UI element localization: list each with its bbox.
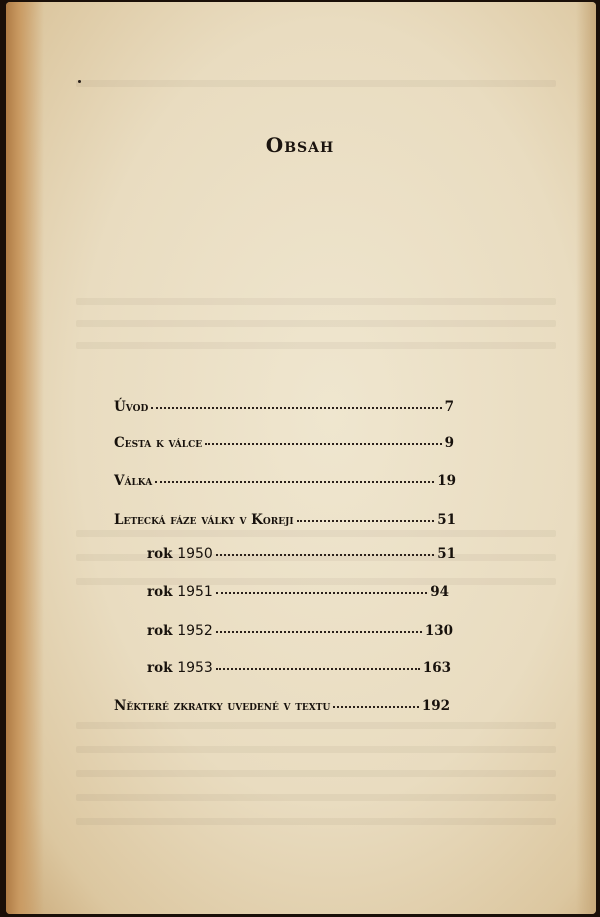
leader-dots	[216, 658, 420, 670]
toc-prefix: rok	[147, 584, 173, 600]
toc-entry-label	[147, 546, 213, 562]
toc-entry-label: Cesta k válce	[114, 435, 203, 451]
toc-page-number: 94	[430, 584, 449, 600]
toc-entry-label	[147, 660, 213, 676]
toc-prefix: rok	[147, 660, 173, 676]
toc-page-number: 9	[444, 435, 454, 451]
leader-dots	[155, 471, 434, 483]
toc-page-number: 19	[437, 473, 456, 489]
leader-dots	[216, 544, 434, 556]
page-title: Obsah	[265, 133, 335, 157]
toc-entry-uvod[interactable]	[114, 399, 454, 419]
leader-dots	[216, 621, 422, 633]
leader-dots	[333, 696, 419, 708]
toc-entry-valka[interactable]	[114, 473, 456, 493]
toc-entry-label: Letecká fáze války v Koreji	[114, 512, 294, 528]
toc-page-number: 7	[444, 399, 454, 415]
toc-prefix: rok	[147, 546, 173, 562]
toc-entry-letecka-faze[interactable]	[114, 512, 456, 532]
toc-page-number: 163	[422, 660, 451, 676]
toc-entry-label: Některé zkratky uvedené v textu	[114, 698, 331, 714]
toc-entry-label	[147, 623, 213, 639]
toc-year: 1951	[177, 584, 213, 600]
leader-dots	[151, 397, 441, 409]
toc-page-number: 192	[421, 698, 450, 714]
toc-year: 1952	[177, 623, 213, 639]
toc-page-number: 130	[424, 623, 453, 639]
toc-entry-label: Úvod	[114, 399, 149, 415]
toc-prefix: rok	[147, 623, 173, 639]
toc-entry-label	[147, 584, 213, 600]
leader-dots	[297, 510, 435, 522]
toc-entry-cesta-k-valce[interactable]	[114, 435, 454, 455]
toc-year: 1953	[177, 660, 213, 676]
toc-entry-zkratky[interactable]	[114, 698, 450, 718]
toc-entry-rok-1951[interactable]	[147, 584, 449, 604]
toc-entry-rok-1950[interactable]	[147, 546, 456, 566]
toc-page-number: 51	[437, 512, 456, 528]
leader-dots	[216, 582, 427, 594]
toc-entry-label: Válka	[114, 473, 153, 489]
toc-entry-rok-1953[interactable]	[147, 660, 451, 680]
toc-page-number: 51	[437, 546, 456, 562]
toc-year: 1950	[177, 546, 213, 562]
toc-entry-rok-1952[interactable]	[147, 623, 453, 643]
leader-dots	[205, 433, 441, 445]
